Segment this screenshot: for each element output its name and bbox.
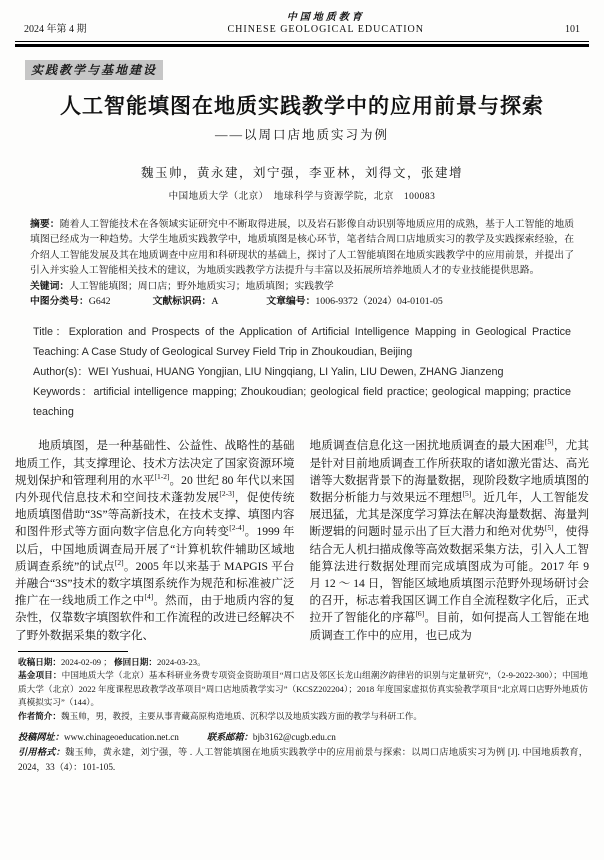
- footnote-divider: [18, 651, 128, 652]
- article-subtitle: ——以周口店地质实习为例: [214, 128, 389, 142]
- footer-citation: 引用格式：魏玉帅，黄永建，刘宁强，等 . 人工智能填图在地质实践教学中的应用前景与探索：以周口店地质实习为例 [J]. 中国地质教育，2024，33（4）：101-105.: [18, 746, 588, 772]
- journal-title: [227, 12, 424, 36]
- body-columns: [15, 437, 589, 643]
- english-meta-block: [33, 322, 571, 422]
- footnotes: [18, 656, 588, 723]
- english-keywords: Keywords：artificial intelligence mapping; Zhoukoudian; geological field practice; geological mapping; practice teaching: [33, 386, 572, 419]
- affiliation-line: 中国地质大学（北京） 地球科学与资源学院，北京 100083: [168, 192, 436, 202]
- header-divider: [15, 41, 589, 47]
- doc-code-item: 文献标识码：A: [152, 296, 219, 308]
- page-footer: [18, 730, 588, 775]
- running-head: [0, 0, 604, 39]
- footnote-dates: 收稿日期：2024-02-09 ； 修回日期：2024-03-23。: [18, 656, 206, 667]
- clc-item: 中图分类号：G642: [30, 296, 111, 308]
- footnote-fund: 基金项目：中国地质大学（北京）基本科研业务费专项资金资助项目“周口店及邻区长龙山组潮汐韵律岩的识别与定量研究”，（2-9-2022-300）；中国地质大学（北京）2022 年度课程思政教学改革项目“周口店地质教学实习”（KCSZ202204）；2018 年度国家虚拟仿真实验教学项目“北京周口店野外地质仿真模拟实习”（144）。: [18, 670, 588, 708]
- abstract-label: 摘要：: [30, 219, 60, 230]
- contact-email: bjb3162@cugb.edu.cn: [252, 731, 336, 742]
- keywords-label: 关键词：: [30, 280, 70, 292]
- submission-url: www.chinageoeducation.net.cn: [63, 731, 179, 742]
- issue-label: 2024 年第 4 期: [24, 24, 87, 35]
- badge-row: [25, 60, 604, 80]
- english-authors: Author(s)：WEI Yushuai, HUANG Yongjian, LIU Ningqiang, LI Yalin, LIU Dewen, ZHANG Jianzeng: [33, 366, 504, 379]
- authors-line: 魏玉帅，黄永建，刘宁强，李亚林，刘得文，张建增: [140, 166, 463, 180]
- footnote-bio: 作者简介：魏玉帅，男，教授，主要从事青藏高原构造地质、沉积学以及地质实践方面的教学与科研工作。: [18, 710, 422, 721]
- abstract-block: [30, 217, 574, 279]
- body-paragraph: 地质填图，是一种基础性、公益性、战略性的基础地质工作，其支撑理论、技术方法决定了国家资源环境规划保护和管理利用的水平[1-2]。20 世纪 80 年代以来国内外现代信息技术和空间技术蓬勃发展[2-3]，促使传统地质填图借助“3S”等高新技术，在技术支撑、填图内容和图件形式等方面向数字信息化方向转变[2-4]。1999 年以后，中国地质调查局开展了“计算机软件辅助区域地质调查系统”的试点[2]。2005 年以来基于 MAPGIS 平台并融合“3S”技术的数字填图系统作为规范和标准被广泛推广在一线地质工作之中[4]。然而，由于地质内容的复杂性，仅靠数字填图软件和工作流程的改进已经解决不了野外数据采集的数字化、: [15, 439, 295, 642]
- page-number: 101: [564, 24, 580, 35]
- body-column-left: [15, 437, 295, 643]
- journal-title-en: CHINESE GEOLOGICAL EDUCATION: [227, 24, 424, 35]
- english-title: Title：Exploration and Prospects of the Application of Artificial Intelligence Mapping in Geological Practice Teaching: A Case Study of Geological Survey Field Trip in Zhoukoudian, Beijing: [33, 326, 572, 359]
- keywords-text: 人工智能填图；周口店；野外地质实习；地质填图；实践教学: [69, 280, 334, 292]
- keywords-line: [30, 279, 574, 294]
- classification-row: [30, 294, 574, 309]
- footer-contact: 投稿网址：www.chinageoeducation.net.cn 联系邮箱：bjb3162@cugb.edu.cn: [18, 731, 336, 742]
- article-title: 人工智能填图在地质实践教学中的应用前景与探索: [60, 95, 544, 118]
- body-paragraph: 地质调查信息化这一困扰地质调查的最大困难[5]，尤其是针对目前地质调查工作所获取的诸如激光雷达、高光谱等大数据背景下的海量数据，现阶段数字地质填图的数据分析能力与效果远不理想[5]。近几年，人工智能发展迅猛，尤其是深度学习算法在解决海量数据、海量判断逻辑的问题时显示出了巨大潜力和绝对优势[5]，使得结合无人机扫描成像等高效数据采集方法，引入人工智能算法进行数据处理而完成填图成为可能。2017 年 9 月 12 ～ 14 日，智能区域地质填图示范野外现场研讨会的召开，标志着我国区调工作自全流程数字化后，正式拉开了智能化的序幕[6]。目前，如何提高人工智能在地质调查工作中的应用，也已成为: [309, 437, 589, 642]
- section-badge: 实践教学与基地建设: [25, 60, 163, 80]
- journal-title-cn: 中国地质教育: [286, 12, 365, 23]
- body-column-right: [310, 437, 590, 643]
- article-id-item: 文章编号：1006-9372（2024）04-0101-05: [266, 296, 443, 308]
- abstract-text: 随着人工智能技术在各领域实证研究中不断取得进展，以及岩石影像自动识别等地质应用的成熟，基于人工智能的地质填图已经成为一种趋势。大学生地质实践教学中，地质填图是核心环节，笔者结合周口店地质实习的教学及实践探索经验，在介绍人工智能发展及其在地质调查中应用和科研现状的基础上，探讨了人工智能填图在地质实践教学中的应用前景，并提出了引入并实验人工智能相关技术的建议，为地质实践教学方法提升与丰富以及拓展所培养地质人才的专业技能提供思路。: [30, 219, 575, 277]
